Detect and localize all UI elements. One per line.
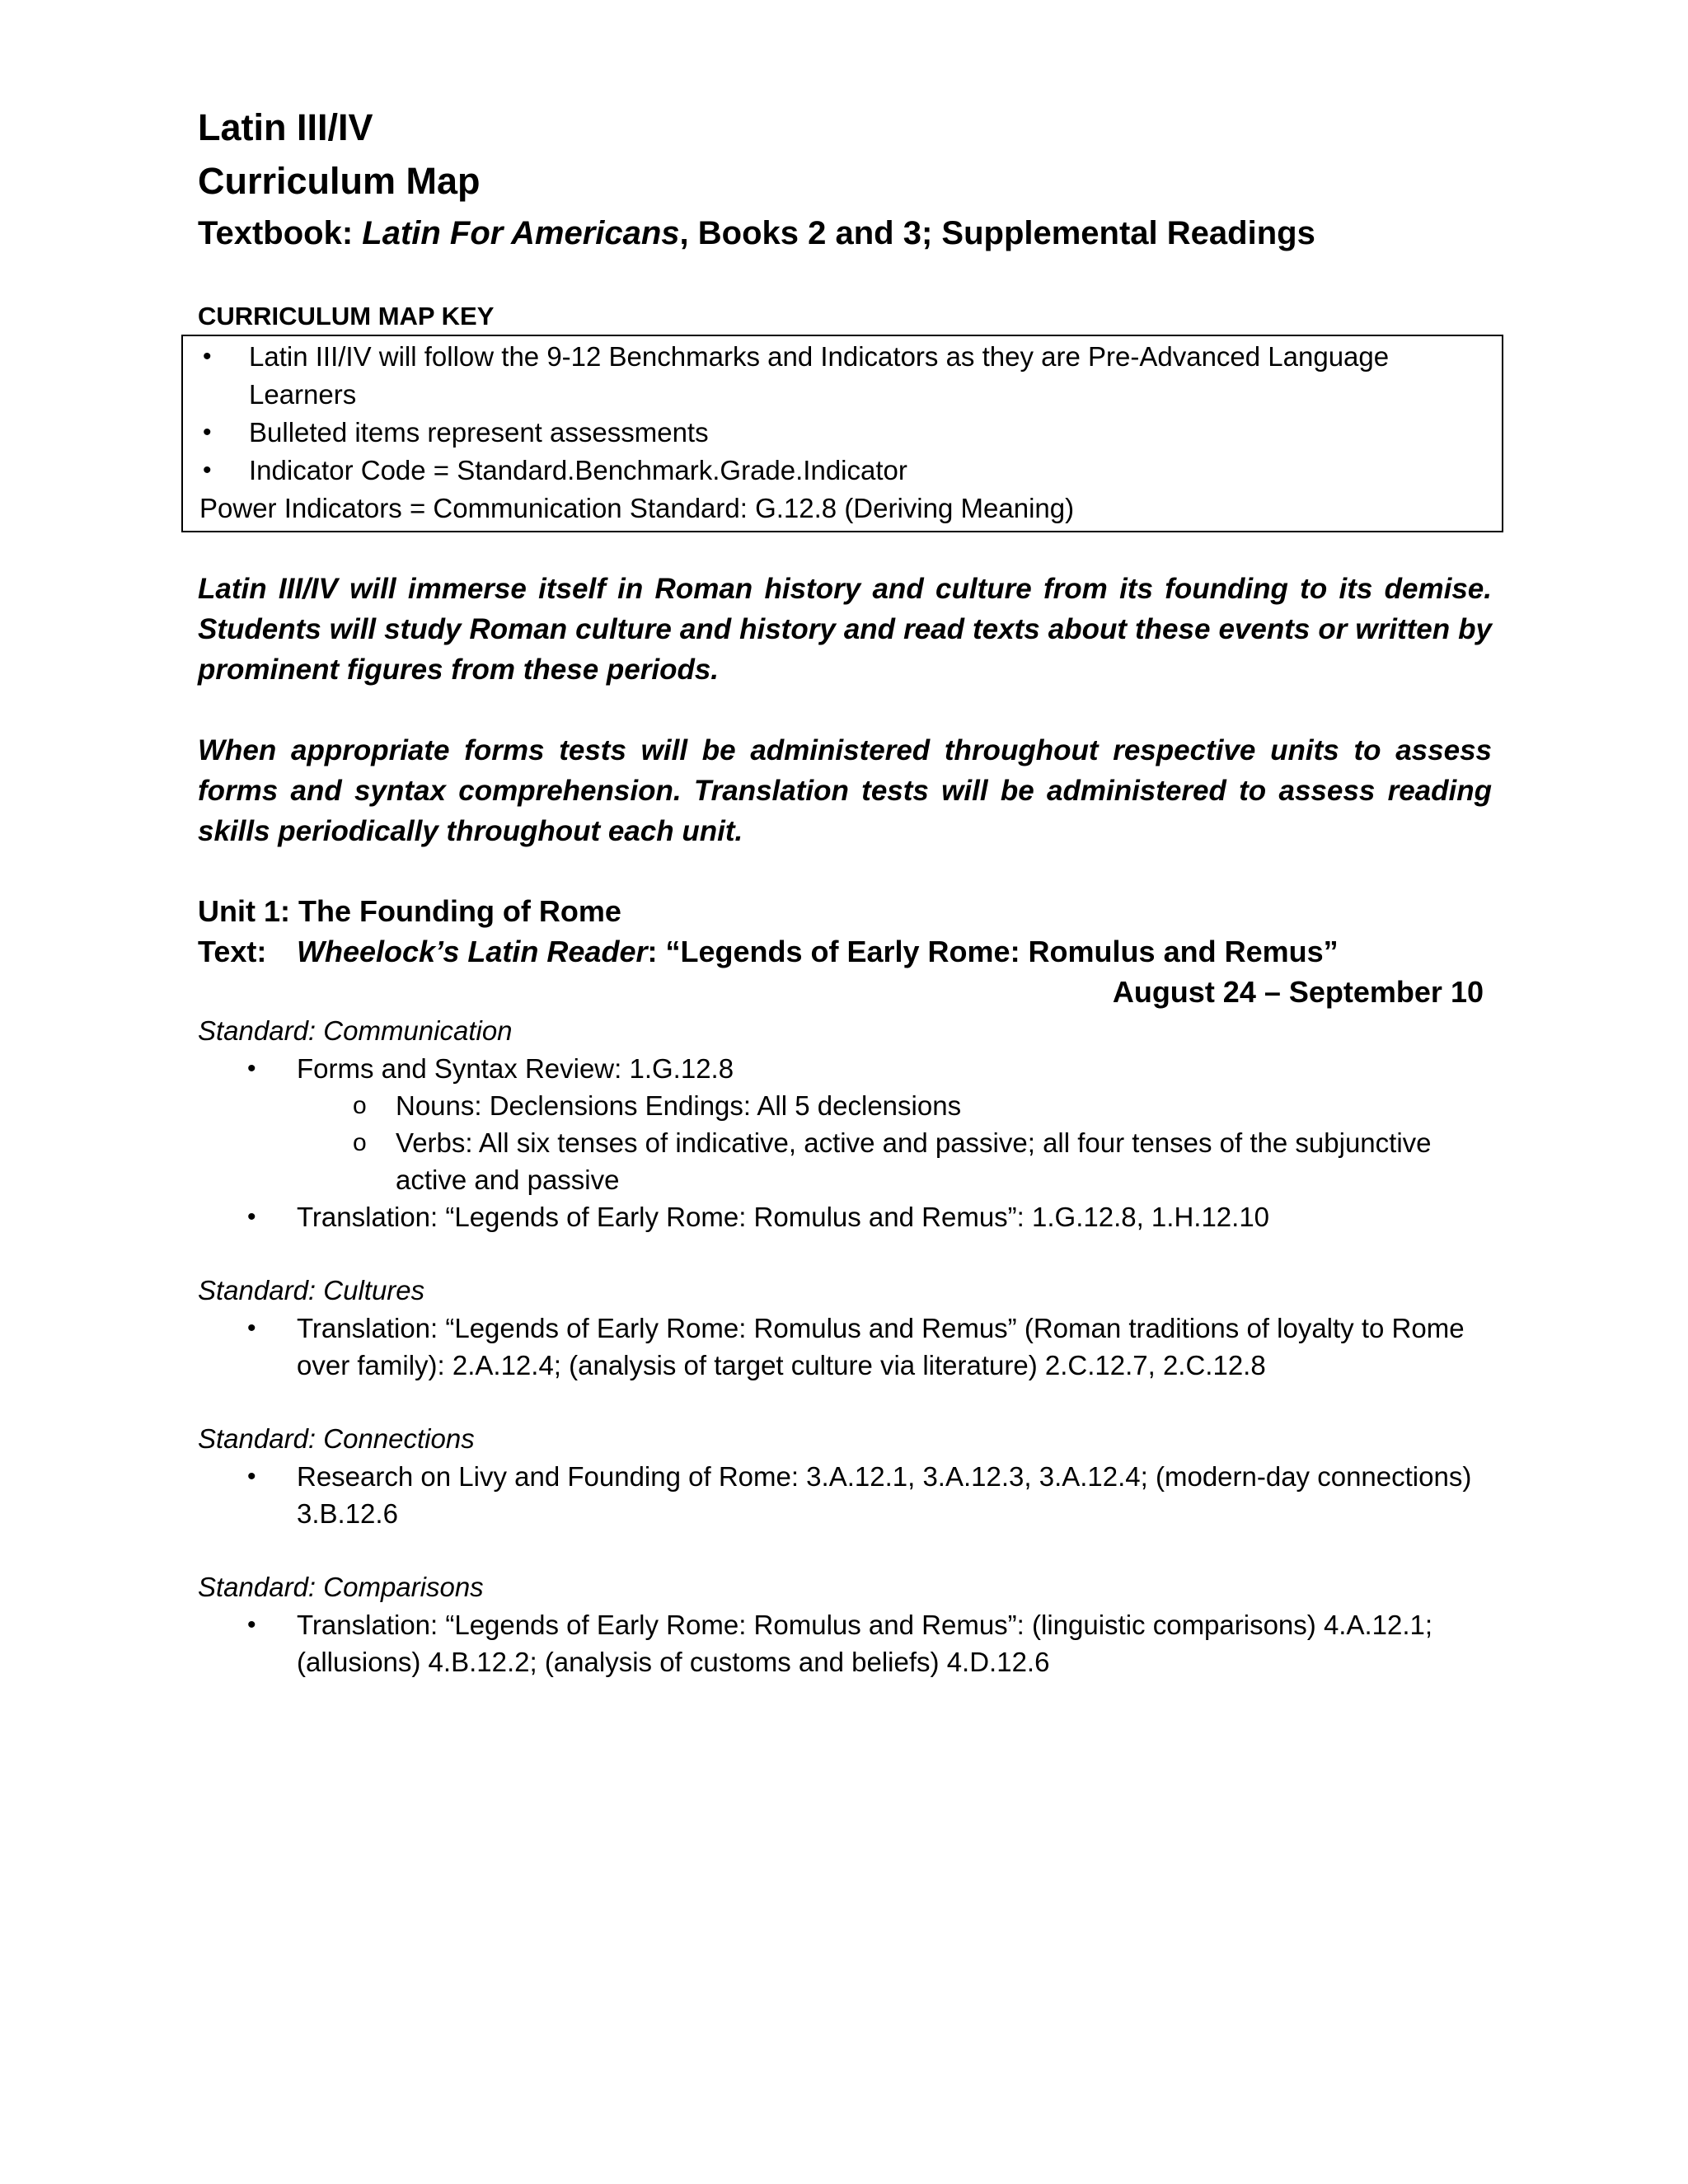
- textbook-prefix: Textbook:: [198, 215, 363, 251]
- textbook-line: [198, 208, 1492, 259]
- text-label: Text:: [198, 935, 267, 968]
- list-item: • Translation: “Legends of Early Rome: Romulus and Remus” (Roman traditions of loyalty to Rome over family): 2.A.12.4; (analysis of target culture via literature) 2.C.12.7, 2.C.12.8: [297, 1310, 1492, 1384]
- standard-connections-label: Standard: Connections: [198, 1423, 475, 1454]
- circle-bullet-icon: o: [353, 1129, 367, 1156]
- textbook-suffix: , Books 2 and 3; Supplemental Readings: [679, 215, 1315, 251]
- standard-comparisons-label: Standard: Comparisons: [198, 1572, 484, 1602]
- map-title: Curriculum Map: [198, 160, 481, 202]
- course-title: Latin III/IV: [198, 106, 373, 148]
- cultures-list: [198, 1310, 1492, 1384]
- textbook-title: Latin For Americans: [362, 215, 680, 251]
- communication-list: [198, 1050, 1492, 1235]
- list-item: • Translation: “Legends of Early Rome: Romulus and Remus”: (linguistic comparisons) 4.A.12.1; (allusions) 4.B.12.2; (analysis of customs and beliefs) 4.D.12.6: [297, 1606, 1492, 1680]
- key-item: • Latin III/IV will follow the 9-12 Benchmarks and Indicators as they are Pre-Advanced Language Learners: [199, 338, 1485, 414]
- title-block: [198, 101, 1492, 259]
- key-item: • Indicator Code = Standard.Benchmark.Grade.Indicator: [199, 452, 1485, 490]
- text-title: Wheelock’s Latin Reader: [297, 935, 648, 968]
- unit-title: Unit 1: The Founding of Rome: [198, 894, 621, 928]
- bullet-icon: •: [203, 419, 212, 446]
- unit-text: [198, 931, 1492, 972]
- bullet-icon: •: [247, 1203, 256, 1230]
- bullet-icon: •: [247, 1463, 256, 1490]
- sub-list: [297, 1087, 1492, 1198]
- list-item: • Research on Livy and Founding of Rome: 3.A.12.1, 3.A.12.3, 3.A.12.4; (modern-day connections) 3.B.12.6: [297, 1458, 1492, 1532]
- key-item: • Bulleted items represent assessments: [199, 414, 1485, 452]
- sub-list-item: o Nouns: Declensions Endings: All 5 declensions: [396, 1087, 1492, 1124]
- bullet-icon: •: [247, 1315, 256, 1342]
- list-item: • Forms and Syntax Review: 1.G.12.8 o Nouns: Declensions Endings: All 5 declensions o Verbs: All six tenses of indicative, active and passive; all four tenses of the subjunctive active and passive: [297, 1050, 1492, 1198]
- text-rest: : “Legends of Early Rome: Romulus and Remus”: [647, 935, 1339, 968]
- bullet-icon: •: [247, 1611, 256, 1638]
- bullet-icon: •: [203, 343, 212, 370]
- standard-cultures-label: Standard: Cultures: [198, 1275, 425, 1305]
- intro-paragraph-2: When appropriate forms tests will be administered throughout respective units to assess forms and syntax comprehension. Translation tests will be administered to assess reading skills periodically throughout each unit.: [198, 734, 1492, 847]
- intro-paragraph-1: Latin III/IV will immerse itself in Roman history and culture from its founding to its demise. Students will study Roman culture and history and read texts about these events or written by prominent figures from these periods.: [198, 573, 1492, 686]
- circle-bullet-icon: o: [353, 1092, 367, 1119]
- list-item: • Translation: “Legends of Early Rome: Romulus and Remus”: 1.G.12.8, 1.H.12.10: [297, 1198, 1492, 1235]
- standard-communication-label: Standard: Communication: [198, 1015, 513, 1046]
- connections-list: [198, 1458, 1492, 1532]
- key-box: [181, 335, 1503, 532]
- sub-list-item: o Verbs: All six tenses of indicative, active and passive; all four tenses of the subjunctive active and passive: [396, 1124, 1492, 1198]
- bullet-icon: •: [247, 1055, 256, 1082]
- key-list: [199, 338, 1485, 490]
- comparisons-list: [198, 1606, 1492, 1680]
- bullet-icon: •: [203, 457, 212, 484]
- unit-dates: August 24 – September 10: [1112, 975, 1484, 1009]
- power-indicators: Power Indicators = Communication Standard: G.12.8 (Deriving Meaning): [199, 493, 1075, 523]
- key-heading: CURRICULUM MAP KEY: [198, 302, 495, 330]
